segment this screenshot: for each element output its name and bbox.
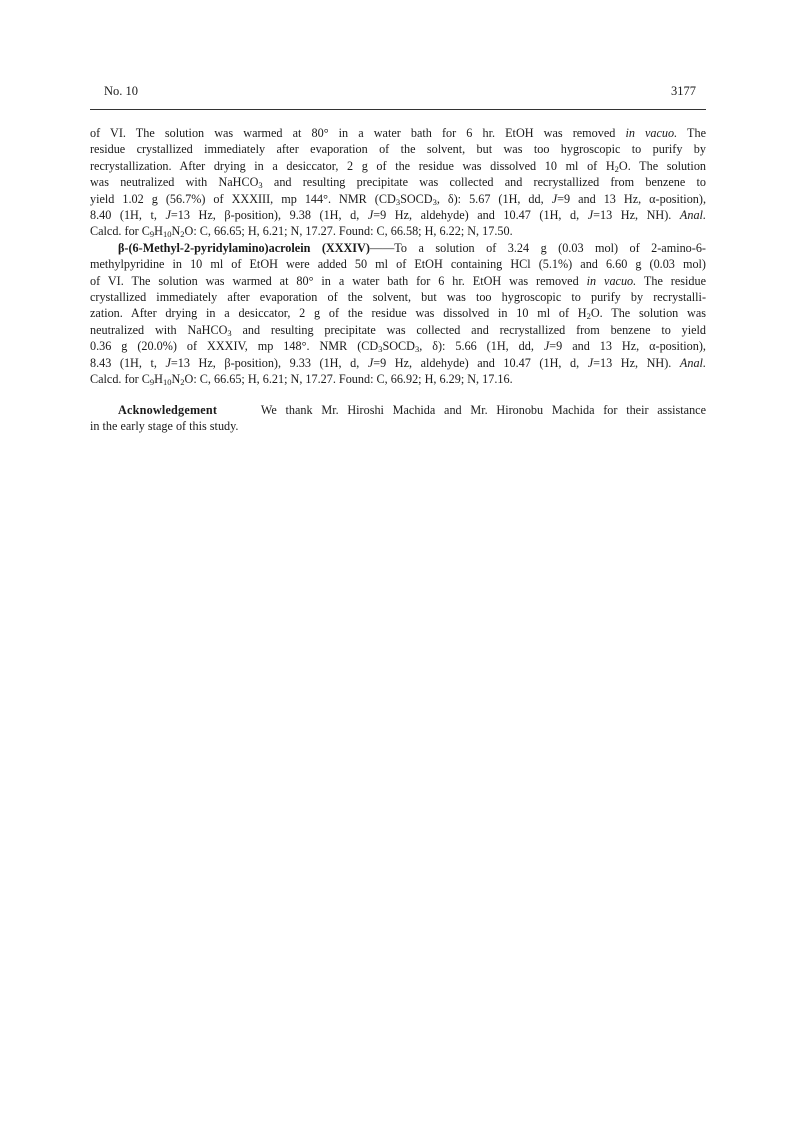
text-line: 8.43 (1H, t, J=13 Hz, β-position), 9.33 (1H, d, J=9 Hz, aldehyde) and 10.47 (1H, d, J=13 Hz, NH). Anal. <box>90 355 706 370</box>
experimental-paragraph-xxxiv <box>90 240 706 388</box>
text-line: methylpyridine in 10 ml of EtOH were added 50 ml of EtOH containing HCl (5.1%) and 6.60 g (0.03 mol) <box>90 257 706 272</box>
acknowledgement-title: Acknowledgement <box>118 402 218 417</box>
article-body <box>90 125 706 434</box>
text-line: Acknowledgement We thank Mr. Hiroshi Machida and Mr. Hironobu Machida for their assistance <box>118 402 707 417</box>
compound-heading: β-(6-Methyl-2-pyridylamino)acrolein (XXXIV) <box>118 240 370 255</box>
text-line: of VI. The solution was warmed at 80° in a water bath for 6 hr. EtOH was removed in vacuo. The residue <box>90 273 707 288</box>
text-line: crystallized immediately after evaporation of the solvent, but was too hygroscopic to purify by recrystalli- <box>90 290 706 305</box>
text-line: was neutralized with NaHCO$_3$ and resulting precipitate was collected and recrystallized from benzene to <box>90 175 707 191</box>
journal-issue-number: No. 10 <box>104 84 139 98</box>
text-line: recrystallization. After drying in a desiccator, 2 g of the residue was dissolved 10 ml of $H_2O$. The solution <box>90 158 707 174</box>
text-line: zation. After drying in a desiccator, 2 g of the residue was dissolved in 10 ml of $H_2O$. The solution was <box>90 306 706 322</box>
page-number: 3177 <box>671 84 696 98</box>
header-divider <box>90 109 706 110</box>
text-line: 0.36 g (20.0%) of XXXIV, mp 148°. NMR ($CD_3SOCD_3$, δ): 5.66 (1H, dd, J=9 and 13 Hz, α-position), <box>90 339 706 355</box>
acknowledgement-section <box>90 402 706 435</box>
text-line: in the early stage of this study. <box>90 418 239 433</box>
text-line: 8.40 (1H, t, J=13 Hz, β-position), 9.38 (1H, d, J=9 Hz, aldehyde) and 10.47 (1H, d, J=13 Hz, NH). Anal. <box>90 208 706 223</box>
text-line: residue crystallized immediately after evaporation of the solvent, but was too hygroscopic to purify by <box>90 142 706 157</box>
experimental-paragraph-xxxiii <box>90 125 706 240</box>
paragraph-spacer <box>90 388 706 402</box>
text-line: Calcd. for $C_9H_{10}N_2O$: C, 66.65; H, 6.21; N, 17.27. Found: C, 66.92; H, 6.29; N, 17.16. <box>90 372 513 388</box>
text-line: β-(6-Methyl-2-pyridylamino)acrolein (XXXIV)——To a solution of 3.24 g (0.03 mol) of 2-amino-6- <box>118 240 706 255</box>
text-line: neutralized with NaHCO$_3$ and resulting precipitate was collected and recrystallized from benzene to yield <box>90 322 706 338</box>
text-line: yield 1.02 g (56.7%) of XXXIII, mp 144°. NMR ($CD_3SOCD_3$, δ): 5.67 (1H, dd, J=9 and 13 Hz, α-position), <box>90 191 706 207</box>
text-line: of VI. The solution was warmed at 80° in a water bath for 6 hr. EtOH was removed in vacuo. The <box>90 126 706 140</box>
page-header <box>90 84 706 104</box>
text-line: Calcd. for $C_9H_{10}N_2O$: C, 66.65; H, 6.21; N, 17.27. Found: C, 66.58; H, 6.22; N, 17.50. <box>90 224 513 240</box>
